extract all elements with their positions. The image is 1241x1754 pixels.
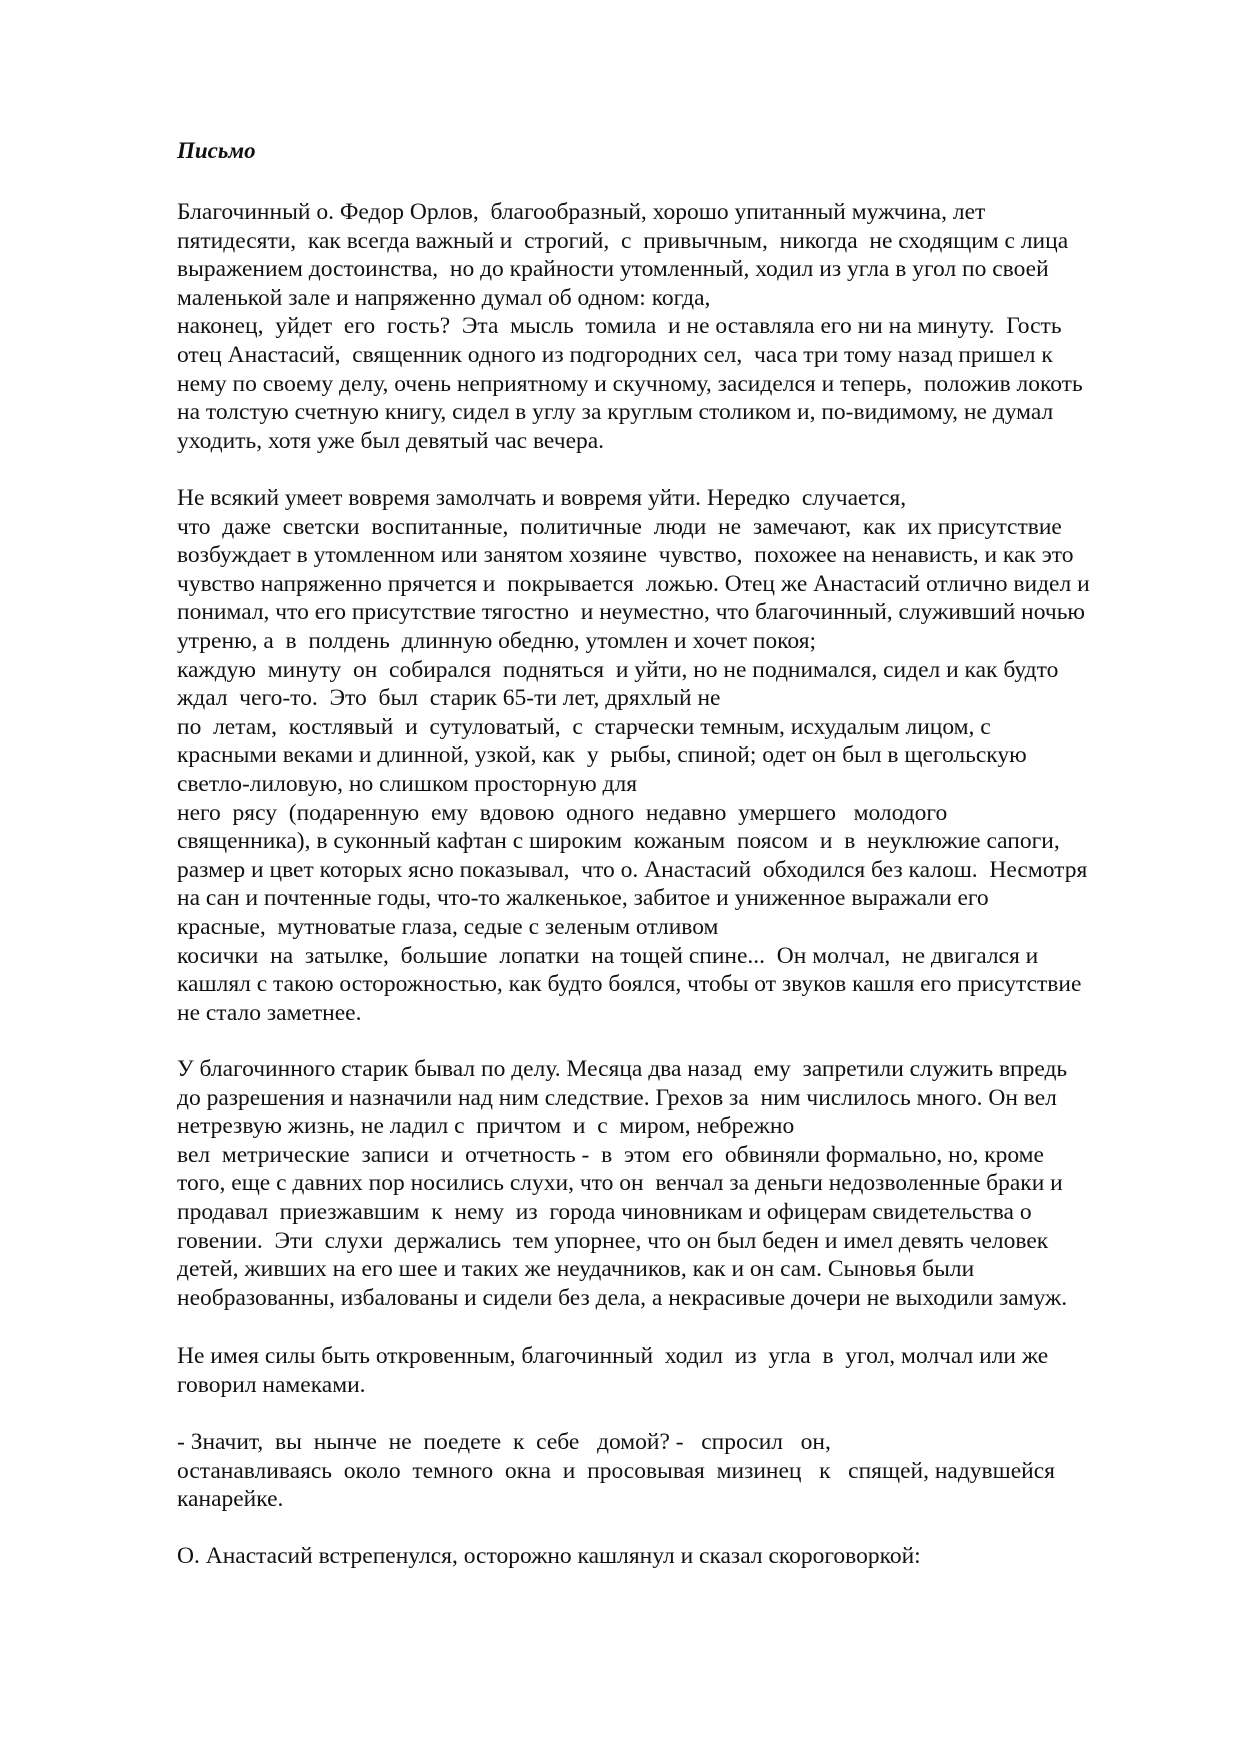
text-line: вел метрические записи и отчетность - в этом его обвиняли формально, но, кроме: [177, 1141, 1044, 1168]
text-line: говорил намеками.: [177, 1371, 366, 1398]
text-line: детей, живших на его шее и таких же неудачников, как и он сам. Сыновья были: [177, 1256, 975, 1283]
paragraph-2: [177, 484, 1157, 1027]
text-line: маленькой зале и напряженно думал об одном: когда,: [177, 284, 711, 311]
text-line: говении. Эти слухи держались тем упорнее, что он был беден и имел девять человек: [177, 1227, 1049, 1254]
text-line: красными веками и длинной, узкой, как у рыбы, спиной; одет он был в щегольскую: [177, 742, 1027, 769]
text-line: косички на затылке, большие лопатки на тощей спине... Он молчал, не двигался и: [177, 942, 1039, 969]
text-line: по летам, костлявый и сутуловатый, с старчески темным, исхудалым лицом, с: [177, 713, 991, 740]
text-line: кашлял с такою осторожностью, как будто боялся, чтобы от звуков кашля его присутствие: [177, 971, 1082, 998]
text-line: У благочинного старик бывал по делу. Месяца два назад ему запретили служить впредь: [177, 1056, 1068, 1082]
text-line: наконец, уйдет его гость? Эта мысль томила и не оставляла его ни на минуту. Гость: [177, 313, 1062, 340]
text-line: понимал, что его присутствие тягостно и неуместно, что благочинный, служивший ночью: [177, 599, 1085, 626]
text-line: продавал приезжавшим к нему из города чиновникам и офицерам свидетельства о: [177, 1198, 1032, 1225]
text-line: нему по своему делу, очень неприятному и скучному, засиделся и теперь, положив локоть: [177, 370, 1083, 397]
text-line: Благочинный о. Федор Орлов, благообразный, хорошо упитанный мужчина, лет: [177, 199, 986, 225]
paragraph-3: [177, 1055, 1157, 1312]
text-line: ждал чего-то. Это был старик 65-ти лет, дряхлый не: [177, 685, 721, 712]
text-line: на толстую счетную книгу, сидел в углу за круглым столиком и, по-видимому, не думал: [177, 399, 1054, 426]
text-line: чувство напряженно прячется и покрывается ложью. Отец же Анастасий отлично видел и: [177, 570, 1090, 597]
text-line: канарейке.: [177, 1486, 284, 1513]
text-line: утреню, а в полдень длинную обедню, утомлен и хочет покоя;: [177, 627, 817, 654]
text-line: того, еще с давних пор носились слухи, что он венчал за деньги недозволенные браки и: [177, 1170, 1063, 1197]
text-line: Не имея силы быть откровенным, благочинный ходил из угла в угол, молчал или же: [177, 1343, 1049, 1369]
document-title: Письмо: [177, 138, 256, 163]
text-line: возбуждает в утомленном или занятом хозяине чувство, похожее на ненависть, и как это: [177, 542, 1074, 569]
paragraph-1: [177, 198, 1157, 455]
text-line: каждую минуту он собирался подняться и уйти, но не поднимался, сидел и как будто: [177, 656, 1059, 683]
text-line: светло-лиловую, но слишком просторную для: [177, 770, 638, 797]
text-line: священника), в суконный кафтан с широким кожаным поясом и в неуклюжие сапоги,: [177, 828, 1060, 855]
text-line: размер и цвет которых ясно показывал, что о. Анастасий обходился без калош. Несмотря: [177, 856, 1088, 883]
text-line: что даже светски воспитанные, политичные люди не замечают, как их присутствие: [177, 513, 1062, 540]
text-line: пятидесяти, как всегда важный и строгий, с привычным, никогда не сходящим с лица: [177, 227, 1069, 254]
text-line: не стало заметнее.: [177, 999, 362, 1026]
text-line: отец Анастасий, священник одного из подгородних сел, часа три тому назад пришел к: [177, 341, 1053, 368]
text-line: до разрешения и назначили над ним следствие. Грехов за ним числилось много. Он вел: [177, 1084, 1057, 1111]
text-line: - Значит, вы нынче не поедете к себе домой? - спросил он,: [177, 1429, 831, 1455]
text-line: Не всякий умеет вовремя замолчать и вовремя уйти. Нередко случается,: [177, 485, 907, 511]
text-line: уходить, хотя уже был девятый час вечера.: [177, 427, 605, 454]
text-line: останавливаясь около темного окна и просовывая мизинец к спящей, надувшейся: [177, 1457, 1055, 1484]
paragraph-4: [177, 1342, 1157, 1399]
text-line: нетрезвую жизнь, не ладил с причтом и с миром, небрежно: [177, 1113, 795, 1140]
text-line: на сан и почтенные годы, что-то жалкенькое, забитое и униженное выражали его: [177, 885, 989, 912]
text-line: него рясу (подаренную ему вдовою одного недавно умершего молодого: [177, 799, 948, 826]
paragraph-5: [177, 1428, 1157, 1514]
text-line: красные, мутноватые глаза, седые с зеленым отливом: [177, 913, 719, 940]
paragraph-6: [177, 1542, 1157, 1571]
text-line: выражением достоинства, но до крайности утомленный, ходил из угла в угол по своей: [177, 256, 1049, 283]
text-line: О. Анастасий встрепенулся, осторожно кашлянул и сказал скороговоркой:: [177, 1543, 921, 1569]
text-line: необразованны, избалованы и сидели без дела, а некрасивые дочери не выходили замуж.: [177, 1284, 1068, 1311]
